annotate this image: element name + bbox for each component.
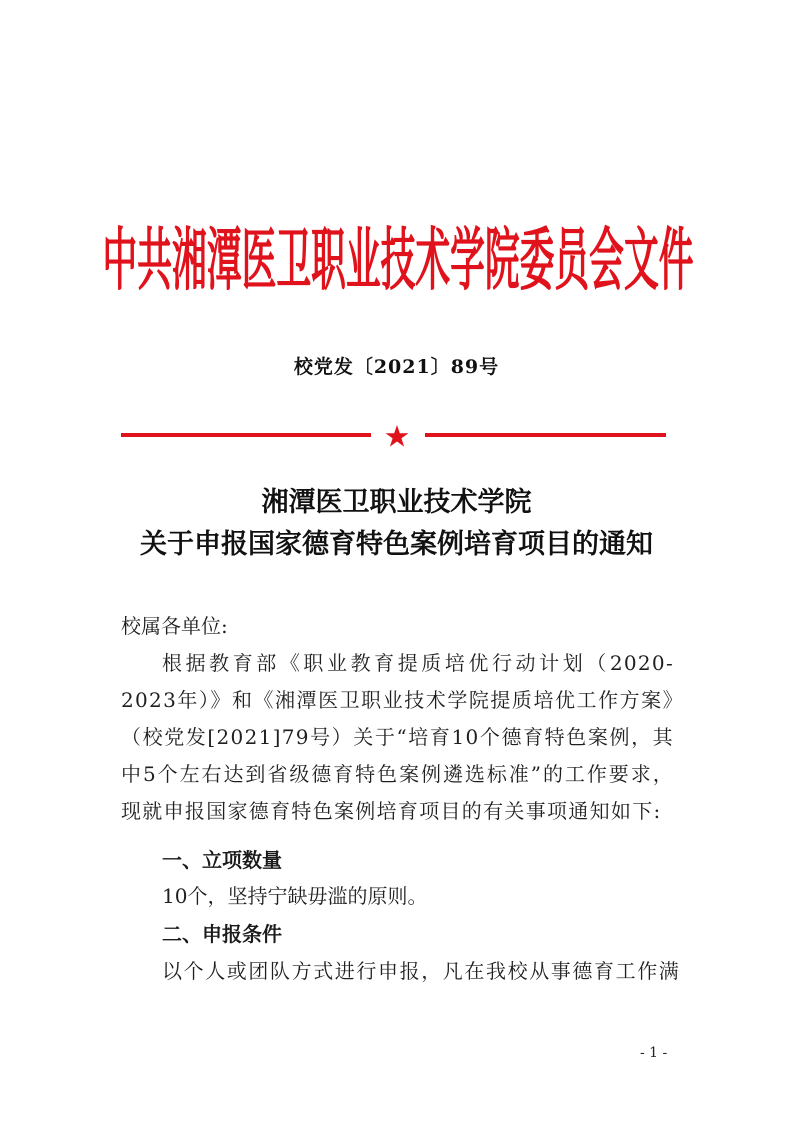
section-text-quantity: 10个，坚持宁缺毋滥的原则。 <box>162 884 428 908</box>
notice-title-line-2: 关于申报国家德育特色案例培育项目的通知 <box>140 529 653 560</box>
intro-paragraph: 根据教育部《职业教育提质培优行动计划（2020-2023年）》和《湘潭医卫职业技术学院提质培优工作方案》（校党发[2021]79号）关于“培育10个德育特色案例，其中5个左右达到省级德育特色案例遴选标准”的工作要求，现就申报国家德育特色案例培育项目的有关事项通知如下: <box>121 651 674 823</box>
salutation: 校属各单位: <box>121 614 228 638</box>
masthead-title: 中共湘潭医卫职业技术学院委员会文件 <box>102 221 694 301</box>
notice-title-line-1: 湘潭医卫职业技术学院 <box>261 487 532 518</box>
star-icon <box>385 425 409 447</box>
red-masthead <box>102 206 694 302</box>
page-number: - 1 - <box>640 1045 668 1061</box>
divider-line-left <box>121 433 371 437</box>
divider-line-right <box>425 433 666 437</box>
section-heading-quantity: 一、立项数量 <box>162 848 282 872</box>
red-divider <box>0 425 793 445</box>
section-heading-conditions: 二、申报条件 <box>162 922 282 946</box>
section-text-conditions: 以个人或团队方式进行申报，凡在我校从事德育工作满 <box>162 959 681 983</box>
document-number: 校党发〔2021〕89号 <box>293 356 500 378</box>
